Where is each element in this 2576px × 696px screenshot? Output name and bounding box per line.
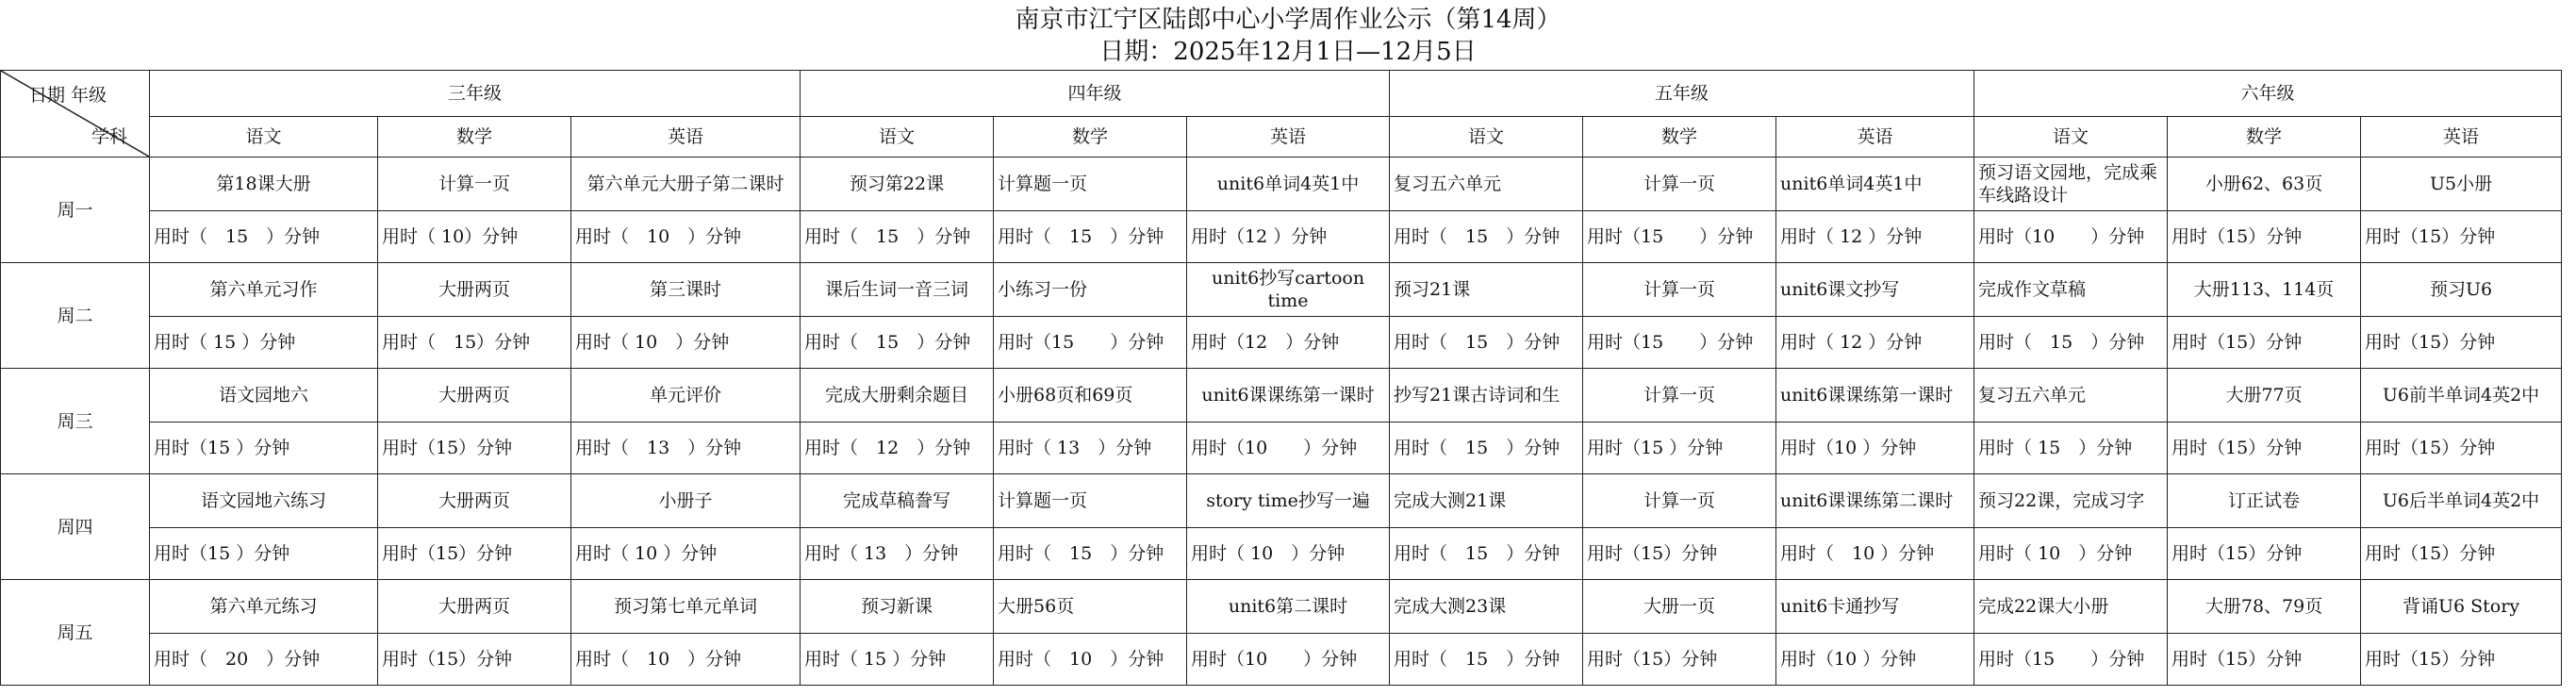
homework-task: 背诵U6 Story <box>2361 580 2562 634</box>
time-estimate: 用时（ 12 ）分钟 <box>801 423 994 474</box>
weekday-label: 周五 <box>1 580 150 686</box>
homework-task: 大册两页 <box>378 580 571 634</box>
homework-task: 计算一页 <box>378 157 571 211</box>
grade-3-header: 三年级 <box>150 71 801 117</box>
day-task-row <box>1 369 2562 423</box>
time-estimate: 用时（15）分钟 <box>1583 528 1776 580</box>
day-time-row <box>1 634 2562 686</box>
homework-task: 预习U6 <box>2361 263 2562 317</box>
homework-task: 复习五六单元 <box>1974 369 2168 423</box>
homework-task: 完成作文草稿 <box>1974 263 2168 317</box>
homework-task: 小册68页和69页 <box>994 369 1187 423</box>
time-estimate: 用时（12 ）分钟 <box>1187 317 1390 369</box>
time-estimate: 用时（ 15）分钟 <box>378 317 571 369</box>
homework-task: 大册56页 <box>994 580 1187 634</box>
homework-task: 计算题一页 <box>994 474 1187 528</box>
homework-task: 第三课时 <box>571 263 801 317</box>
time-estimate: 用时（15）分钟 <box>378 634 571 686</box>
time-estimate: 用时（ 15 ）分钟 <box>1390 211 1583 263</box>
time-estimate: 用时（10 ）分钟 <box>1974 211 2168 263</box>
day-time-row <box>1 528 2562 580</box>
time-estimate: 用时（ 15 ）分钟 <box>1390 317 1583 369</box>
time-estimate: 用时（ 15 ）分钟 <box>1390 423 1583 474</box>
weekday-label: 周四 <box>1 474 150 580</box>
time-estimate: 用时（10 ）分钟 <box>1776 634 1974 686</box>
weekday-label: 周三 <box>1 369 150 474</box>
homework-task: 语文园地六 <box>150 369 378 423</box>
homework-task: 第六单元习作 <box>150 263 378 317</box>
grade-5-header: 五年级 <box>1390 71 1974 117</box>
homework-task: 计算一页 <box>1583 157 1776 211</box>
homework-task: 大册78、79页 <box>2168 580 2361 634</box>
corner-cell <box>1 71 150 157</box>
subject-header: 数学 <box>1583 117 1776 157</box>
time-estimate: 用时（ 20 ）分钟 <box>150 634 378 686</box>
homework-task: 小练习一份 <box>994 263 1187 317</box>
time-estimate: 用时（15）分钟 <box>1583 634 1776 686</box>
subject-header: 英语 <box>2361 117 2562 157</box>
sheet-title: 南京市江宁区陆郎中心小学周作业公示（第14周） <box>1015 6 1561 34</box>
homework-task: story time抄写一遍 <box>1187 474 1390 528</box>
time-estimate: 用时（ 13 ）分钟 <box>994 423 1187 474</box>
subject-header: 数学 <box>994 117 1187 157</box>
homework-task: 完成草稿誊写 <box>801 474 994 528</box>
homework-task: 完成大册剩余题目 <box>801 369 994 423</box>
time-estimate: 用时（15 ）分钟 <box>1583 317 1776 369</box>
homework-task: unit6课文抄写 <box>1776 263 1974 317</box>
subject-header: 数学 <box>378 117 571 157</box>
weekday-label: 周一 <box>1 157 150 263</box>
time-estimate: 用时（15）分钟 <box>2361 423 2562 474</box>
subject-header: 语文 <box>1390 117 1583 157</box>
homework-task: 完成大测23课 <box>1390 580 1583 634</box>
time-estimate: 用时（15 ）分钟 <box>150 423 378 474</box>
homework-task: unit6抄写cartoon time <box>1187 263 1390 317</box>
time-estimate: 用时（15）分钟 <box>2361 634 2562 686</box>
time-estimate: 用时（ 10 ）分钟 <box>994 634 1187 686</box>
time-estimate: 用时（15）分钟 <box>2168 423 2361 474</box>
homework-task: 预习第22课 <box>801 157 994 211</box>
time-estimate: 用时（ 15 ）分钟 <box>994 211 1187 263</box>
time-estimate: 用时（15）分钟 <box>2361 211 2562 263</box>
homework-task: 复习五六单元 <box>1390 157 1583 211</box>
time-estimate: 用时（15）分钟 <box>2168 634 2361 686</box>
time-estimate: 用时（ 15 ）分钟 <box>1974 423 2168 474</box>
time-estimate: 用时（ 10 ）分钟 <box>1187 528 1390 580</box>
time-estimate: 用时（ 12 ）分钟 <box>1776 317 1974 369</box>
time-estimate: 用时（ 15 ）分钟 <box>994 528 1187 580</box>
grade-4-header: 四年级 <box>801 71 1390 117</box>
time-estimate: 用时（ 13 ）分钟 <box>801 528 994 580</box>
corner-date-grade-label: 日期 年级 <box>29 85 107 106</box>
homework-task: 大册113、114页 <box>2168 263 2361 317</box>
homework-task: 完成22课大小册 <box>1974 580 2168 634</box>
homework-task: unit6第二课时 <box>1187 580 1390 634</box>
time-estimate: 用时（ 10 ）分钟 <box>571 634 801 686</box>
homework-task: 语文园地六练习 <box>150 474 378 528</box>
homework-task: 大册两页 <box>378 474 571 528</box>
time-estimate: 用时（15）分钟 <box>2168 211 2361 263</box>
day-task-row <box>1 263 2562 317</box>
homework-task: 预习第七单元单词 <box>571 580 801 634</box>
homework-task: 预习语文园地，完成乘车线路设计 <box>1974 157 2168 211</box>
grade-header-row <box>1 71 2562 117</box>
time-estimate: 用时（ 10 ）分钟 <box>571 317 801 369</box>
grade-6-header: 六年级 <box>1974 71 2562 117</box>
subject-header: 数学 <box>2168 117 2361 157</box>
homework-task: 第18课大册 <box>150 157 378 211</box>
time-estimate: 用时（15 ）分钟 <box>1583 423 1776 474</box>
time-estimate: 用时（ 10 ）分钟 <box>1974 528 2168 580</box>
homework-task: 第六单元大册子第二课时 <box>571 157 801 211</box>
time-estimate: 用时（10 ）分钟 <box>1187 634 1390 686</box>
homework-task: 计算一页 <box>1583 474 1776 528</box>
homework-task: 大册两页 <box>378 369 571 423</box>
day-task-row <box>1 474 2562 528</box>
homework-task: 计算题一页 <box>994 157 1187 211</box>
homework-task: 课后生词一音三词 <box>801 263 994 317</box>
subject-header: 英语 <box>571 117 801 157</box>
time-estimate: 用时（ 15 ）分钟 <box>1974 317 2168 369</box>
homework-task: 预习21课 <box>1390 263 1583 317</box>
time-estimate: 用时（15）分钟 <box>378 423 571 474</box>
corner-subject-label: 学科 <box>91 126 128 147</box>
homework-task: 订正试卷 <box>2168 474 2361 528</box>
day-task-row <box>1 157 2562 211</box>
time-estimate: 用时（15 ）分钟 <box>994 317 1187 369</box>
time-estimate: 用时（ 15 ）分钟 <box>1390 528 1583 580</box>
time-estimate: 用时（15 ）分钟 <box>150 528 378 580</box>
day-task-row <box>1 580 2562 634</box>
homework-task: 大册两页 <box>378 263 571 317</box>
homework-task: U5小册 <box>2361 157 2562 211</box>
homework-task: unit6课课练第一课时 <box>1776 369 1974 423</box>
homework-task: 大册77页 <box>2168 369 2361 423</box>
day-time-row <box>1 211 2562 263</box>
homework-task: 计算一页 <box>1583 263 1776 317</box>
homework-task: 完成大测21课 <box>1390 474 1583 528</box>
time-estimate: 用时（15）分钟 <box>2168 528 2361 580</box>
subject-header: 语文 <box>150 117 378 157</box>
time-estimate: 用时（15）分钟 <box>2361 317 2562 369</box>
time-estimate: 用时（ 15 ）分钟 <box>801 211 994 263</box>
homework-task: unit6卡通抄写 <box>1776 580 1974 634</box>
time-estimate: 用时（ 15 ）分钟 <box>801 634 994 686</box>
time-estimate: 用时（ 12 ）分钟 <box>1776 211 1974 263</box>
time-estimate: 用时（15）分钟 <box>2168 317 2361 369</box>
day-time-row <box>1 317 2562 369</box>
homework-task: U6后半单词4英2中 <box>2361 474 2562 528</box>
subject-header: 语文 <box>801 117 994 157</box>
time-estimate: 用时（ 10）分钟 <box>378 211 571 263</box>
subject-header-row <box>1 117 2562 157</box>
time-estimate: 用时（15 ）分钟 <box>1974 634 2168 686</box>
time-estimate: 用时（ 15 ）分钟 <box>801 317 994 369</box>
time-estimate: 用时（10 ）分钟 <box>1187 423 1390 474</box>
weekday-label: 周二 <box>1 263 150 369</box>
time-estimate: 用时（15）分钟 <box>378 528 571 580</box>
time-estimate: 用时（15）分钟 <box>2361 528 2562 580</box>
date-range: 日期：2025年12月1日—12月5日 <box>1099 38 1477 66</box>
homework-task: unit6课课练第一课时 <box>1187 369 1390 423</box>
homework-task: 大册一页 <box>1583 580 1776 634</box>
homework-task: 预习新课 <box>801 580 994 634</box>
time-estimate: 用时（ 15 ）分钟 <box>150 211 378 263</box>
subject-header: 语文 <box>1974 117 2168 157</box>
time-estimate: 用时（ 13 ）分钟 <box>571 423 801 474</box>
homework-task: 单元评价 <box>571 369 801 423</box>
time-estimate: 用时（15 ）分钟 <box>1583 211 1776 263</box>
homework-table <box>0 70 2562 686</box>
homework-task: 小册子 <box>571 474 801 528</box>
time-estimate: 用时（ 10 ）分钟 <box>571 211 801 263</box>
time-estimate: 用时（ 10 ）分钟 <box>1776 528 1974 580</box>
time-estimate: 用时（ 10 ）分钟 <box>571 528 801 580</box>
homework-task: 计算一页 <box>1583 369 1776 423</box>
homework-task: U6前半单词4英2中 <box>2361 369 2562 423</box>
homework-task: 抄写21课古诗词和生 <box>1390 369 1583 423</box>
homework-task: unit6课课练第二课时 <box>1776 474 1974 528</box>
time-estimate: 用时（ 15 ）分钟 <box>150 317 378 369</box>
time-estimate: 用时（ 15 ）分钟 <box>1390 634 1583 686</box>
time-estimate: 用时（10 ）分钟 <box>1776 423 1974 474</box>
time-estimate: 用时（12 ）分钟 <box>1187 211 1390 263</box>
homework-task: unit6单词4英1中 <box>1776 157 1974 211</box>
homework-task: 小册62、63页 <box>2168 157 2361 211</box>
day-time-row <box>1 423 2562 474</box>
homework-task: 第六单元练习 <box>150 580 378 634</box>
homework-task: 预习22课，完成习字 <box>1974 474 2168 528</box>
homework-task: unit6单词4英1中 <box>1187 157 1390 211</box>
subject-header: 英语 <box>1776 117 1974 157</box>
subject-header: 英语 <box>1187 117 1390 157</box>
